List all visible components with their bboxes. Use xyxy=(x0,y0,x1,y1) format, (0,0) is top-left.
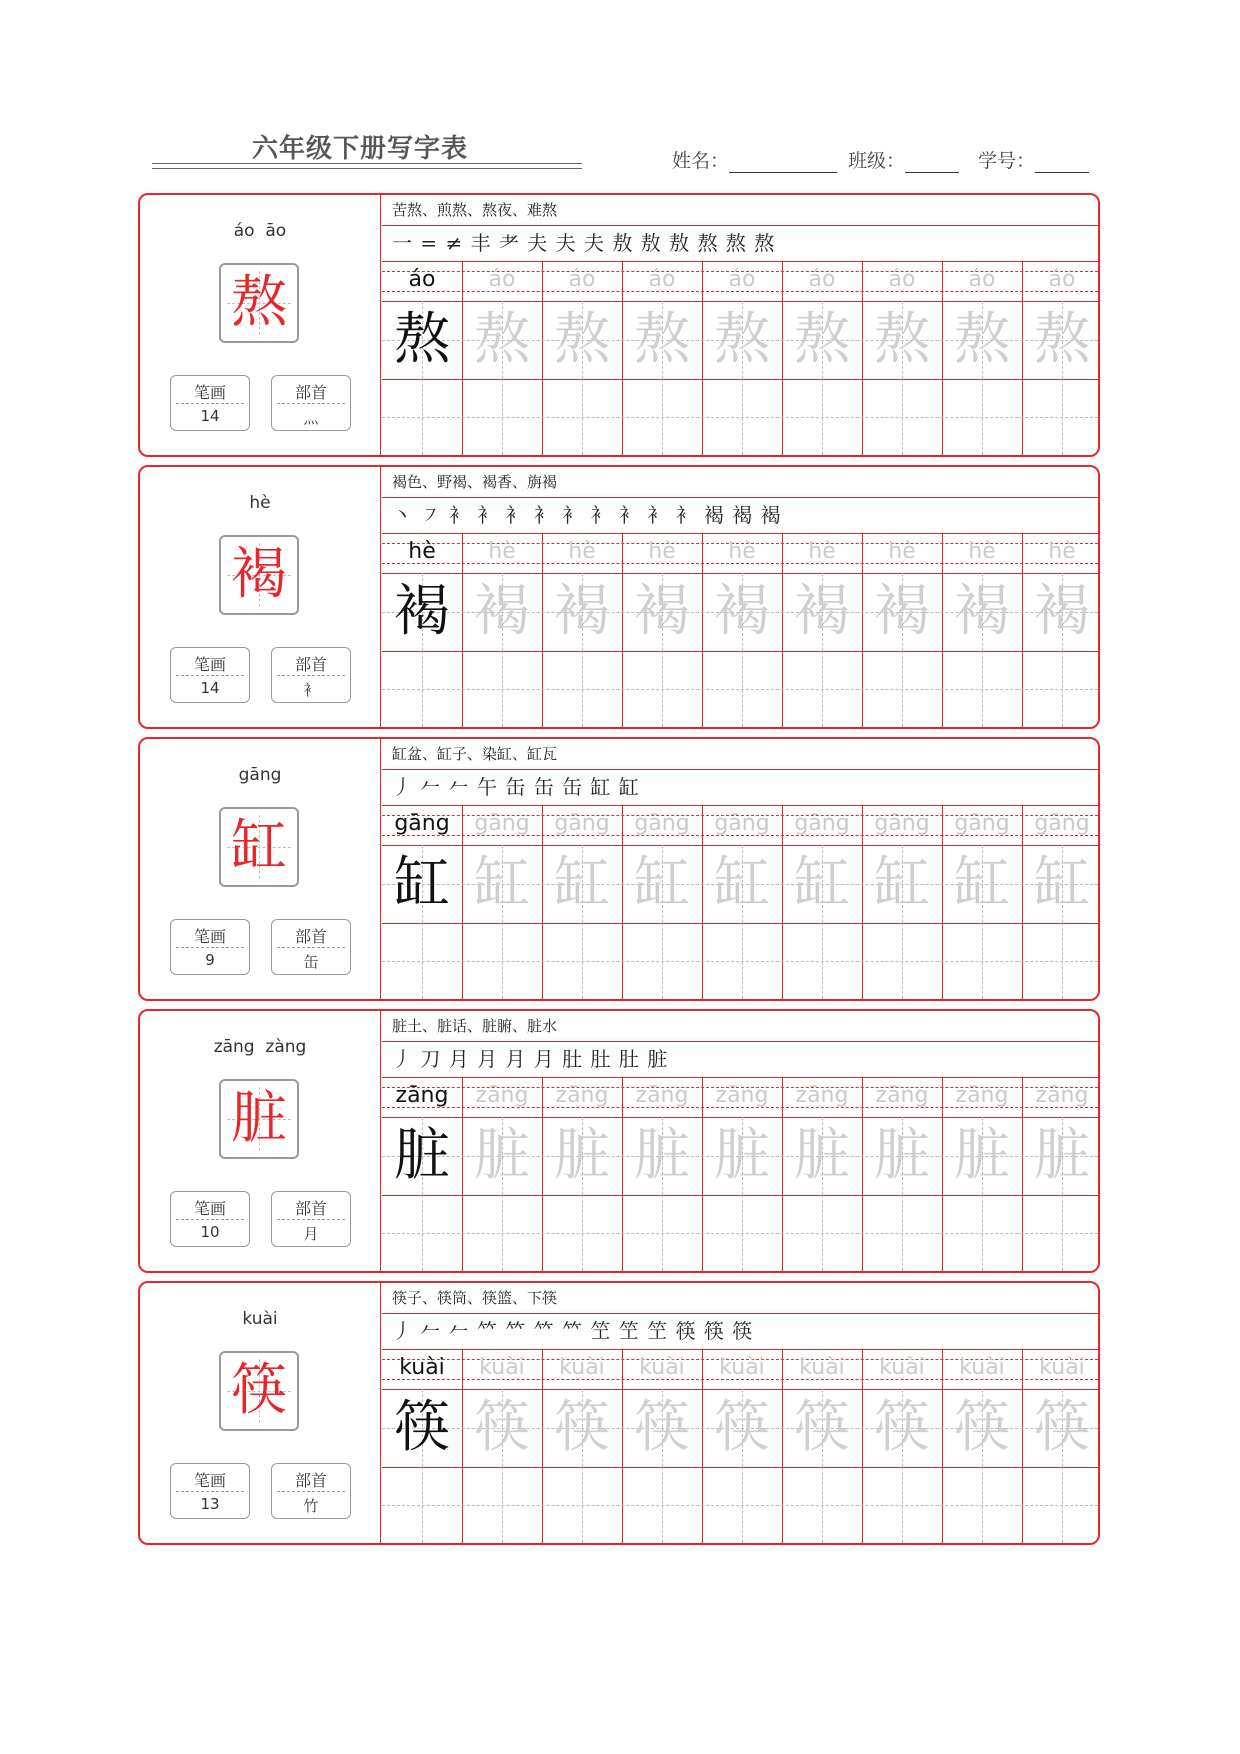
example-words: 褐色、野褐、褐香、旃褐 xyxy=(392,473,558,491)
blank-writing-cell[interactable] xyxy=(1022,1467,1102,1543)
character-trace: 筷 xyxy=(954,1395,1010,1460)
pinyin-trace: zāng xyxy=(555,1083,609,1108)
pinyin-trace: áo xyxy=(488,267,516,292)
blank-writing-cell[interactable] xyxy=(542,1467,622,1543)
stroke-count-label: 笔画 xyxy=(193,655,226,674)
stroke-count-label: 笔画 xyxy=(193,927,226,946)
character-trace: 脏 xyxy=(634,1123,690,1188)
character-trace: 缸 xyxy=(874,851,930,916)
blank-writing-cell[interactable] xyxy=(942,651,1022,727)
stroke-count-value: 14 xyxy=(200,407,220,425)
class-label: 班级： xyxy=(848,150,906,172)
character-info-panel xyxy=(140,467,380,727)
character-trace: 褐 xyxy=(1034,579,1090,644)
character-info-panel xyxy=(140,739,380,999)
blank-writing-cell[interactable] xyxy=(462,923,542,999)
character-trace: 熬 xyxy=(874,307,930,372)
character-trace: 筷 xyxy=(714,1395,770,1460)
character-trace: 脏 xyxy=(474,1123,530,1188)
pinyin-trace: hè xyxy=(888,539,916,564)
practice-grid xyxy=(382,467,1098,727)
pinyin-trace: kuài xyxy=(639,1355,685,1380)
blank-writing-cell[interactable] xyxy=(782,1467,862,1543)
character-model: 褐 xyxy=(394,579,450,644)
character-pinyin: kuài xyxy=(242,1309,278,1329)
stroke-count-label: 笔画 xyxy=(193,1471,226,1490)
student-id-label: 学号： xyxy=(978,150,1036,172)
student-info-row xyxy=(672,146,1112,176)
panel-divider xyxy=(380,467,381,727)
pinyin-trace: áo xyxy=(888,267,916,292)
radical-box xyxy=(271,1463,351,1519)
blank-writing-cell[interactable] xyxy=(862,379,942,455)
character-trace: 筷 xyxy=(554,1395,610,1460)
character-trace: 缸 xyxy=(954,851,1010,916)
pinyin-trace: hè xyxy=(568,539,596,564)
character-trace: 褐 xyxy=(554,579,610,644)
character-glyph: 褐 xyxy=(231,542,287,607)
pinyin-trace: zāng xyxy=(475,1083,529,1108)
pinyin-model: hè xyxy=(408,539,436,564)
character-trace: 缸 xyxy=(554,851,610,916)
character-trace: 熬 xyxy=(474,307,530,372)
blank-writing-cell[interactable] xyxy=(862,923,942,999)
character-trace: 熬 xyxy=(794,307,850,372)
stroke-count-label: 笔画 xyxy=(193,383,226,402)
practice-grid xyxy=(382,1011,1098,1271)
character-trace: 熬 xyxy=(554,307,610,372)
blank-writing-cell[interactable] xyxy=(462,379,542,455)
blank-writing-cell[interactable] xyxy=(702,1467,782,1543)
student-id-field[interactable] xyxy=(978,146,1089,173)
character-trace: 脏 xyxy=(554,1123,610,1188)
character-pinyin: hè xyxy=(249,493,271,513)
stroke-count-value: 9 xyxy=(205,951,215,969)
blank-writing-cell[interactable] xyxy=(622,1195,702,1271)
character-trace: 缸 xyxy=(794,851,850,916)
character-card xyxy=(138,1009,1100,1273)
character-display-box xyxy=(219,1079,299,1159)
pinyin-model: áo xyxy=(408,267,436,292)
radical-label: 部首 xyxy=(294,1199,327,1218)
stroke-order: 丿 𠂉 𠂉 午 缶 缶 缶 缸 缸 xyxy=(392,775,640,799)
character-trace: 脏 xyxy=(794,1123,850,1188)
blank-writing-cell[interactable] xyxy=(1022,651,1102,727)
character-info-panel xyxy=(140,195,380,455)
character-trace: 缸 xyxy=(714,851,770,916)
character-trace: 筷 xyxy=(1034,1395,1090,1460)
example-words: 缸盆、缸子、染缸、缸瓦 xyxy=(392,745,558,763)
blank-writing-cell[interactable] xyxy=(382,1195,462,1271)
character-trace: 筷 xyxy=(874,1395,930,1460)
character-display-box xyxy=(219,535,299,615)
blank-writing-cell[interactable] xyxy=(782,379,862,455)
radical-value: 竹 xyxy=(303,1497,319,1515)
stroke-order: 丿 刀 月 月 月 月 肚 肚 肚 脏 xyxy=(392,1047,669,1071)
blank-writing-cell[interactable] xyxy=(702,379,782,455)
blank-writing-cell[interactable] xyxy=(782,651,862,727)
blank-writing-cell[interactable] xyxy=(942,1195,1022,1271)
blank-writing-cell[interactable] xyxy=(1022,379,1102,455)
blank-writing-cell[interactable] xyxy=(942,379,1022,455)
pinyin-trace: gāng xyxy=(794,811,850,836)
pinyin-trace: gāng xyxy=(714,811,770,836)
pinyin-trace: áo xyxy=(648,267,676,292)
stroke-count-value: 13 xyxy=(200,1495,220,1513)
panel-divider xyxy=(380,1011,381,1271)
blank-writing-cell[interactable] xyxy=(862,651,942,727)
pinyin-trace: kuài xyxy=(879,1355,925,1380)
blank-writing-cell[interactable] xyxy=(622,379,702,455)
blank-writing-cell[interactable] xyxy=(462,1467,542,1543)
blank-writing-cell[interactable] xyxy=(542,651,622,727)
name-label: 姓名： xyxy=(672,150,730,172)
blank-writing-cell[interactable] xyxy=(542,379,622,455)
blank-writing-cell[interactable] xyxy=(622,651,702,727)
pinyin-trace: hè xyxy=(808,539,836,564)
pinyin-trace: áo xyxy=(808,267,836,292)
blank-writing-cell[interactable] xyxy=(542,923,622,999)
character-card xyxy=(138,465,1100,729)
stroke-count-box xyxy=(170,919,250,975)
pinyin-model: zāng xyxy=(395,1083,449,1108)
pinyin-trace: áo xyxy=(1048,267,1076,292)
character-trace: 熬 xyxy=(714,307,770,372)
radical-value: 月 xyxy=(303,1225,319,1243)
pinyin-trace: kuài xyxy=(1039,1355,1085,1380)
panel-divider xyxy=(380,739,381,999)
character-trace: 筷 xyxy=(794,1395,850,1460)
pinyin-trace: hè xyxy=(968,539,996,564)
character-card xyxy=(138,1281,1100,1545)
character-trace: 缸 xyxy=(1034,851,1090,916)
character-trace: 熬 xyxy=(954,307,1010,372)
blank-writing-cell[interactable] xyxy=(782,1195,862,1271)
pinyin-trace: hè xyxy=(728,539,756,564)
pinyin-trace: zāng xyxy=(1035,1083,1089,1108)
stroke-order: 丶 ㇇ 衤 衤 衤 衤 衤 衤 衤 衤 衤 褐 褐 褐 xyxy=(392,503,782,527)
character-trace: 褐 xyxy=(634,579,690,644)
character-trace: 缸 xyxy=(634,851,690,916)
character-trace: 熬 xyxy=(634,307,690,372)
pinyin-trace: áo xyxy=(968,267,996,292)
radical-label: 部首 xyxy=(294,383,327,402)
blank-writing-cell[interactable] xyxy=(942,1467,1022,1543)
character-model: 脏 xyxy=(394,1123,450,1188)
blank-writing-cell[interactable] xyxy=(942,923,1022,999)
pinyin-trace: hè xyxy=(488,539,516,564)
blank-writing-cell[interactable] xyxy=(622,923,702,999)
blank-writing-cell[interactable] xyxy=(702,651,782,727)
radical-box xyxy=(271,375,351,431)
pinyin-trace: gāng xyxy=(634,811,690,836)
character-trace: 褐 xyxy=(714,579,770,644)
character-trace: 筷 xyxy=(634,1395,690,1460)
blank-writing-cell[interactable] xyxy=(622,1467,702,1543)
character-display-box xyxy=(219,263,299,343)
character-card xyxy=(138,737,1100,1001)
pinyin-trace: kuài xyxy=(799,1355,845,1380)
radical-value: 缶 xyxy=(303,953,319,971)
blank-writing-cell[interactable] xyxy=(542,1195,622,1271)
pinyin-trace: zāng xyxy=(635,1083,689,1108)
pinyin-trace: gāng xyxy=(874,811,930,836)
example-words: 苦熬、煎熬、熬夜、难熬 xyxy=(392,201,558,219)
character-glyph: 熬 xyxy=(231,270,287,335)
character-info-panel xyxy=(140,1011,380,1271)
pinyin-trace: kuài xyxy=(559,1355,605,1380)
character-glyph: 缸 xyxy=(231,814,287,879)
character-trace: 脏 xyxy=(954,1123,1010,1188)
panel-divider xyxy=(380,195,381,455)
pinyin-trace: hè xyxy=(1048,539,1076,564)
pinyin-model: kuài xyxy=(399,1355,445,1380)
blank-writing-cell[interactable] xyxy=(782,923,862,999)
pinyin-trace: gāng xyxy=(554,811,610,836)
character-trace: 脏 xyxy=(1034,1123,1090,1188)
radical-label: 部首 xyxy=(294,1471,327,1490)
blank-writing-cell[interactable] xyxy=(382,651,462,727)
blank-writing-cell[interactable] xyxy=(702,923,782,999)
character-pinyin: áo āo xyxy=(233,221,287,241)
character-trace: 缸 xyxy=(474,851,530,916)
stroke-order: 一 = ≠ 丰 耂 夫 夫 夫 敖 敖 敖 熬 熬 熬 xyxy=(392,231,776,255)
stroke-count-value: 10 xyxy=(200,1223,220,1241)
stroke-count-value: 14 xyxy=(200,679,220,697)
name-field[interactable] xyxy=(672,146,837,173)
character-trace: 熬 xyxy=(1034,307,1090,372)
character-display-box xyxy=(219,1351,299,1431)
character-trace: 脏 xyxy=(714,1123,770,1188)
pinyin-trace: kuài xyxy=(959,1355,1005,1380)
practice-grid xyxy=(382,195,1098,455)
character-trace: 褐 xyxy=(794,579,850,644)
blank-writing-cell[interactable] xyxy=(462,651,542,727)
title-underline-bottom xyxy=(152,168,582,169)
stroke-count-label: 笔画 xyxy=(193,1199,226,1218)
blank-writing-cell[interactable] xyxy=(382,923,462,999)
example-words: 筷子、筷筒、筷篮、下筷 xyxy=(392,1289,558,1307)
character-glyph: 脏 xyxy=(231,1086,287,1151)
character-info-panel xyxy=(140,1283,380,1543)
pinyin-trace: gāng xyxy=(954,811,1010,836)
class-field[interactable] xyxy=(848,146,959,173)
pinyin-trace: zāng xyxy=(715,1083,769,1108)
title-underline-top xyxy=(152,163,582,164)
radical-label: 部首 xyxy=(294,655,327,674)
worksheet-header xyxy=(0,0,1240,190)
pinyin-trace: áo xyxy=(568,267,596,292)
character-trace: 脏 xyxy=(874,1123,930,1188)
pinyin-trace: zāng xyxy=(955,1083,1009,1108)
pinyin-model: gāng xyxy=(394,811,450,836)
stroke-count-box xyxy=(170,647,250,703)
pinyin-trace: kuài xyxy=(479,1355,525,1380)
stroke-count-box xyxy=(170,1191,250,1247)
character-card xyxy=(138,193,1100,457)
pinyin-trace: gāng xyxy=(474,811,530,836)
blank-writing-cell[interactable] xyxy=(462,1195,542,1271)
page-title: 六年级下册写字表 xyxy=(252,134,469,164)
blank-writing-cell[interactable] xyxy=(1022,923,1102,999)
pinyin-trace: kuài xyxy=(719,1355,765,1380)
panel-divider xyxy=(380,1283,381,1543)
blank-writing-cell[interactable] xyxy=(862,1467,942,1543)
pinyin-trace: áo xyxy=(728,267,756,292)
character-glyph: 筷 xyxy=(231,1358,287,1423)
example-words: 脏土、脏话、脏腑、脏水 xyxy=(392,1017,558,1035)
pinyin-trace: zāng xyxy=(795,1083,849,1108)
stroke-order: 丿 𠂉 𠂉 𥫗 𥫗 𥫗 𥫗 笁 笁 笁 筷 筷 筷 xyxy=(392,1319,754,1343)
radical-label: 部首 xyxy=(294,927,327,946)
character-trace: 褐 xyxy=(954,579,1010,644)
radical-value: 衤 xyxy=(303,681,319,699)
character-model: 熬 xyxy=(394,307,450,372)
blank-writing-cell[interactable] xyxy=(702,1195,782,1271)
blank-writing-cell[interactable] xyxy=(382,1467,462,1543)
character-model: 筷 xyxy=(394,1395,450,1460)
character-display-box xyxy=(219,807,299,887)
practice-grid xyxy=(382,1283,1098,1543)
pinyin-trace: zāng xyxy=(875,1083,929,1108)
character-trace: 褐 xyxy=(474,579,530,644)
character-pinyin: gāng xyxy=(238,765,282,785)
stroke-count-box xyxy=(170,375,250,431)
character-model: 缸 xyxy=(394,851,450,916)
blank-writing-cell[interactable] xyxy=(382,379,462,455)
pinyin-trace: gāng xyxy=(1034,811,1090,836)
stroke-count-box xyxy=(170,1463,250,1519)
blank-writing-cell[interactable] xyxy=(862,1195,942,1271)
radical-box xyxy=(271,647,351,703)
blank-writing-cell[interactable] xyxy=(1022,1195,1102,1271)
pinyin-trace: hè xyxy=(648,539,676,564)
character-trace: 褐 xyxy=(874,579,930,644)
radical-value: 灬 xyxy=(303,409,319,427)
practice-grid xyxy=(382,739,1098,999)
character-trace: 筷 xyxy=(474,1395,530,1460)
radical-box xyxy=(271,1191,351,1247)
character-pinyin: zāng zàng xyxy=(213,1037,307,1057)
radical-box xyxy=(271,919,351,975)
